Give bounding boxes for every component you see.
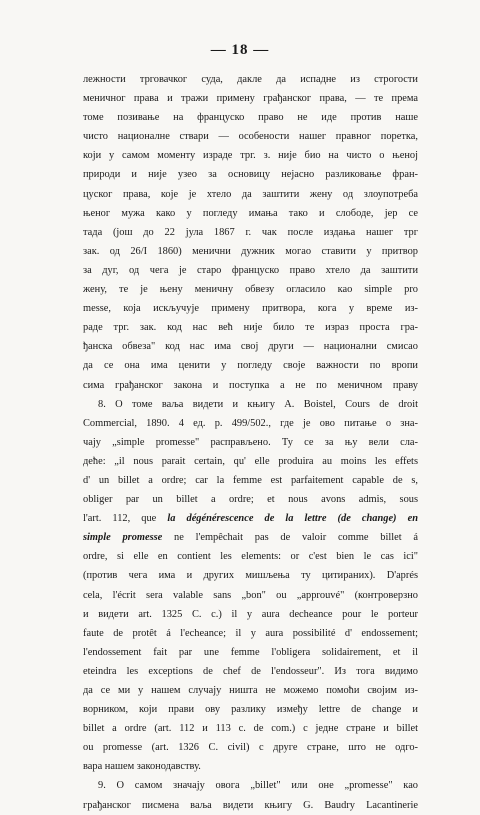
text-line: сима грађанског закона и поступка а не по меничном праву <box>83 379 418 391</box>
text-line: вара нашем законодавству. <box>83 761 201 773</box>
text-line: cela, l'écrit sera valable sans „bon" ou „approuvé" (контроверзно <box>83 589 418 601</box>
text-line: obliger par un billet a ordre; et nous avons admis, sous <box>83 494 418 506</box>
text-line: чисто националне ствари — особености нашег правног поретка, <box>83 131 418 143</box>
text-line: faute de protêt á l'echeance; il y aura possibilité d' endossement; <box>83 627 418 639</box>
text-line: за дуг, од чега је старо француско право хтело да заштити <box>83 264 418 276</box>
text-line: eteindra les exceptions de chef de l'endosseur". Из тога видимо <box>83 665 418 677</box>
text-line: жену, те је њену меничну обвезу огласило као simple pro <box>83 284 418 296</box>
text-line: зак. од 26/I 1860) менични дужник могао ставити у притвор <box>83 245 418 257</box>
text-line: деће: „il nous parait certain, qu' elle produira au moins les effets <box>83 455 418 467</box>
text-line: грађанског писмена ваља видети књигу G. Baudry Lacantinerie <box>83 799 418 811</box>
text-line: billet a ordre (art. 112 и 113 c. de com.) с једне стране и billet <box>83 723 418 735</box>
text-line: Commercial, 1890. 4 ед. p. 499/502., где је ово питање о зна- <box>83 417 418 429</box>
text-line: њеног мужа како у погледу имања тако и слободе, јер се <box>83 207 418 219</box>
text-line: цуског права, које је хтело да заштити жену од злоупотреба <box>83 188 418 200</box>
emphasized-quote: la dégénérescence de la lettre (de change) en <box>167 513 418 525</box>
text-line: природи и није узео за основицу нејасно разликовање фран- <box>83 169 418 181</box>
text-line: раде трг. зак. код нас већ није било те израз проста гра- <box>83 322 418 334</box>
text-run: ne l'empêchait pas de valoir comme billet á <box>162 532 418 544</box>
page-number: — 18 — <box>210 42 270 58</box>
text-line: ђанска обвеза" код нас има свој други — национални смисао <box>83 341 418 353</box>
text-line: меничног права и тражи примену грађанског права, — те према <box>83 93 418 105</box>
text-line: чају „simple promesse" расправљено. Ту се за њу вели сла- <box>83 436 418 448</box>
text-line: messe, која искључује примену притвора, кога у време из- <box>83 303 418 315</box>
text-line: ordre, si elle en contient les elements: or c'est bien le cas ici" <box>83 551 418 563</box>
text-line: d' un billet a ordre; car la femme est parfaitement capable de s, <box>83 474 418 486</box>
text-line: тада (још до 22 јула 1867 г. чак после издања нашег трг <box>83 226 418 238</box>
text-line: l'endossement fait par une femme l'obligera solidairement, et il <box>83 646 418 658</box>
text-line: и видети art. 1325 C. c.) il y aura decheance pour le porteur <box>83 608 418 620</box>
text-line: томе позивање на француско право не иде против наше <box>83 112 418 124</box>
text-line: да се она има ценити у погледу своје важности по вропи <box>83 360 418 372</box>
text-line: који у самом моменту израде трг. з. није био на чисто о њеној <box>83 150 418 162</box>
text-line: ворником, који прави ову разлику између lettre de change и <box>83 704 418 716</box>
text-line <box>83 509 418 528</box>
text-run: l'art. 112, que <box>83 513 168 525</box>
text-line: 8. О томе ваља видети и књигу A. Boistel, Cours de droit <box>98 398 418 410</box>
emphasized-quote: simple promesse <box>83 532 163 544</box>
text-line <box>83 528 418 547</box>
body-text <box>83 70 418 815</box>
text-line: 9. О самом значају овога „billet" или оне „promesse" као <box>98 780 418 792</box>
text-line: лежности трговачког суда, дакле да испадне из строгости <box>83 74 418 85</box>
text-line: да се ми у нашем случају ништа не можемо помоћи својим из- <box>83 685 418 696</box>
text-line: ou promesse (art. 1326 C. civil) с друге стране, што не одго- <box>83 742 418 754</box>
text-line: (против чега има и других мишљења ту цитираних). D'aprés <box>83 570 418 582</box>
